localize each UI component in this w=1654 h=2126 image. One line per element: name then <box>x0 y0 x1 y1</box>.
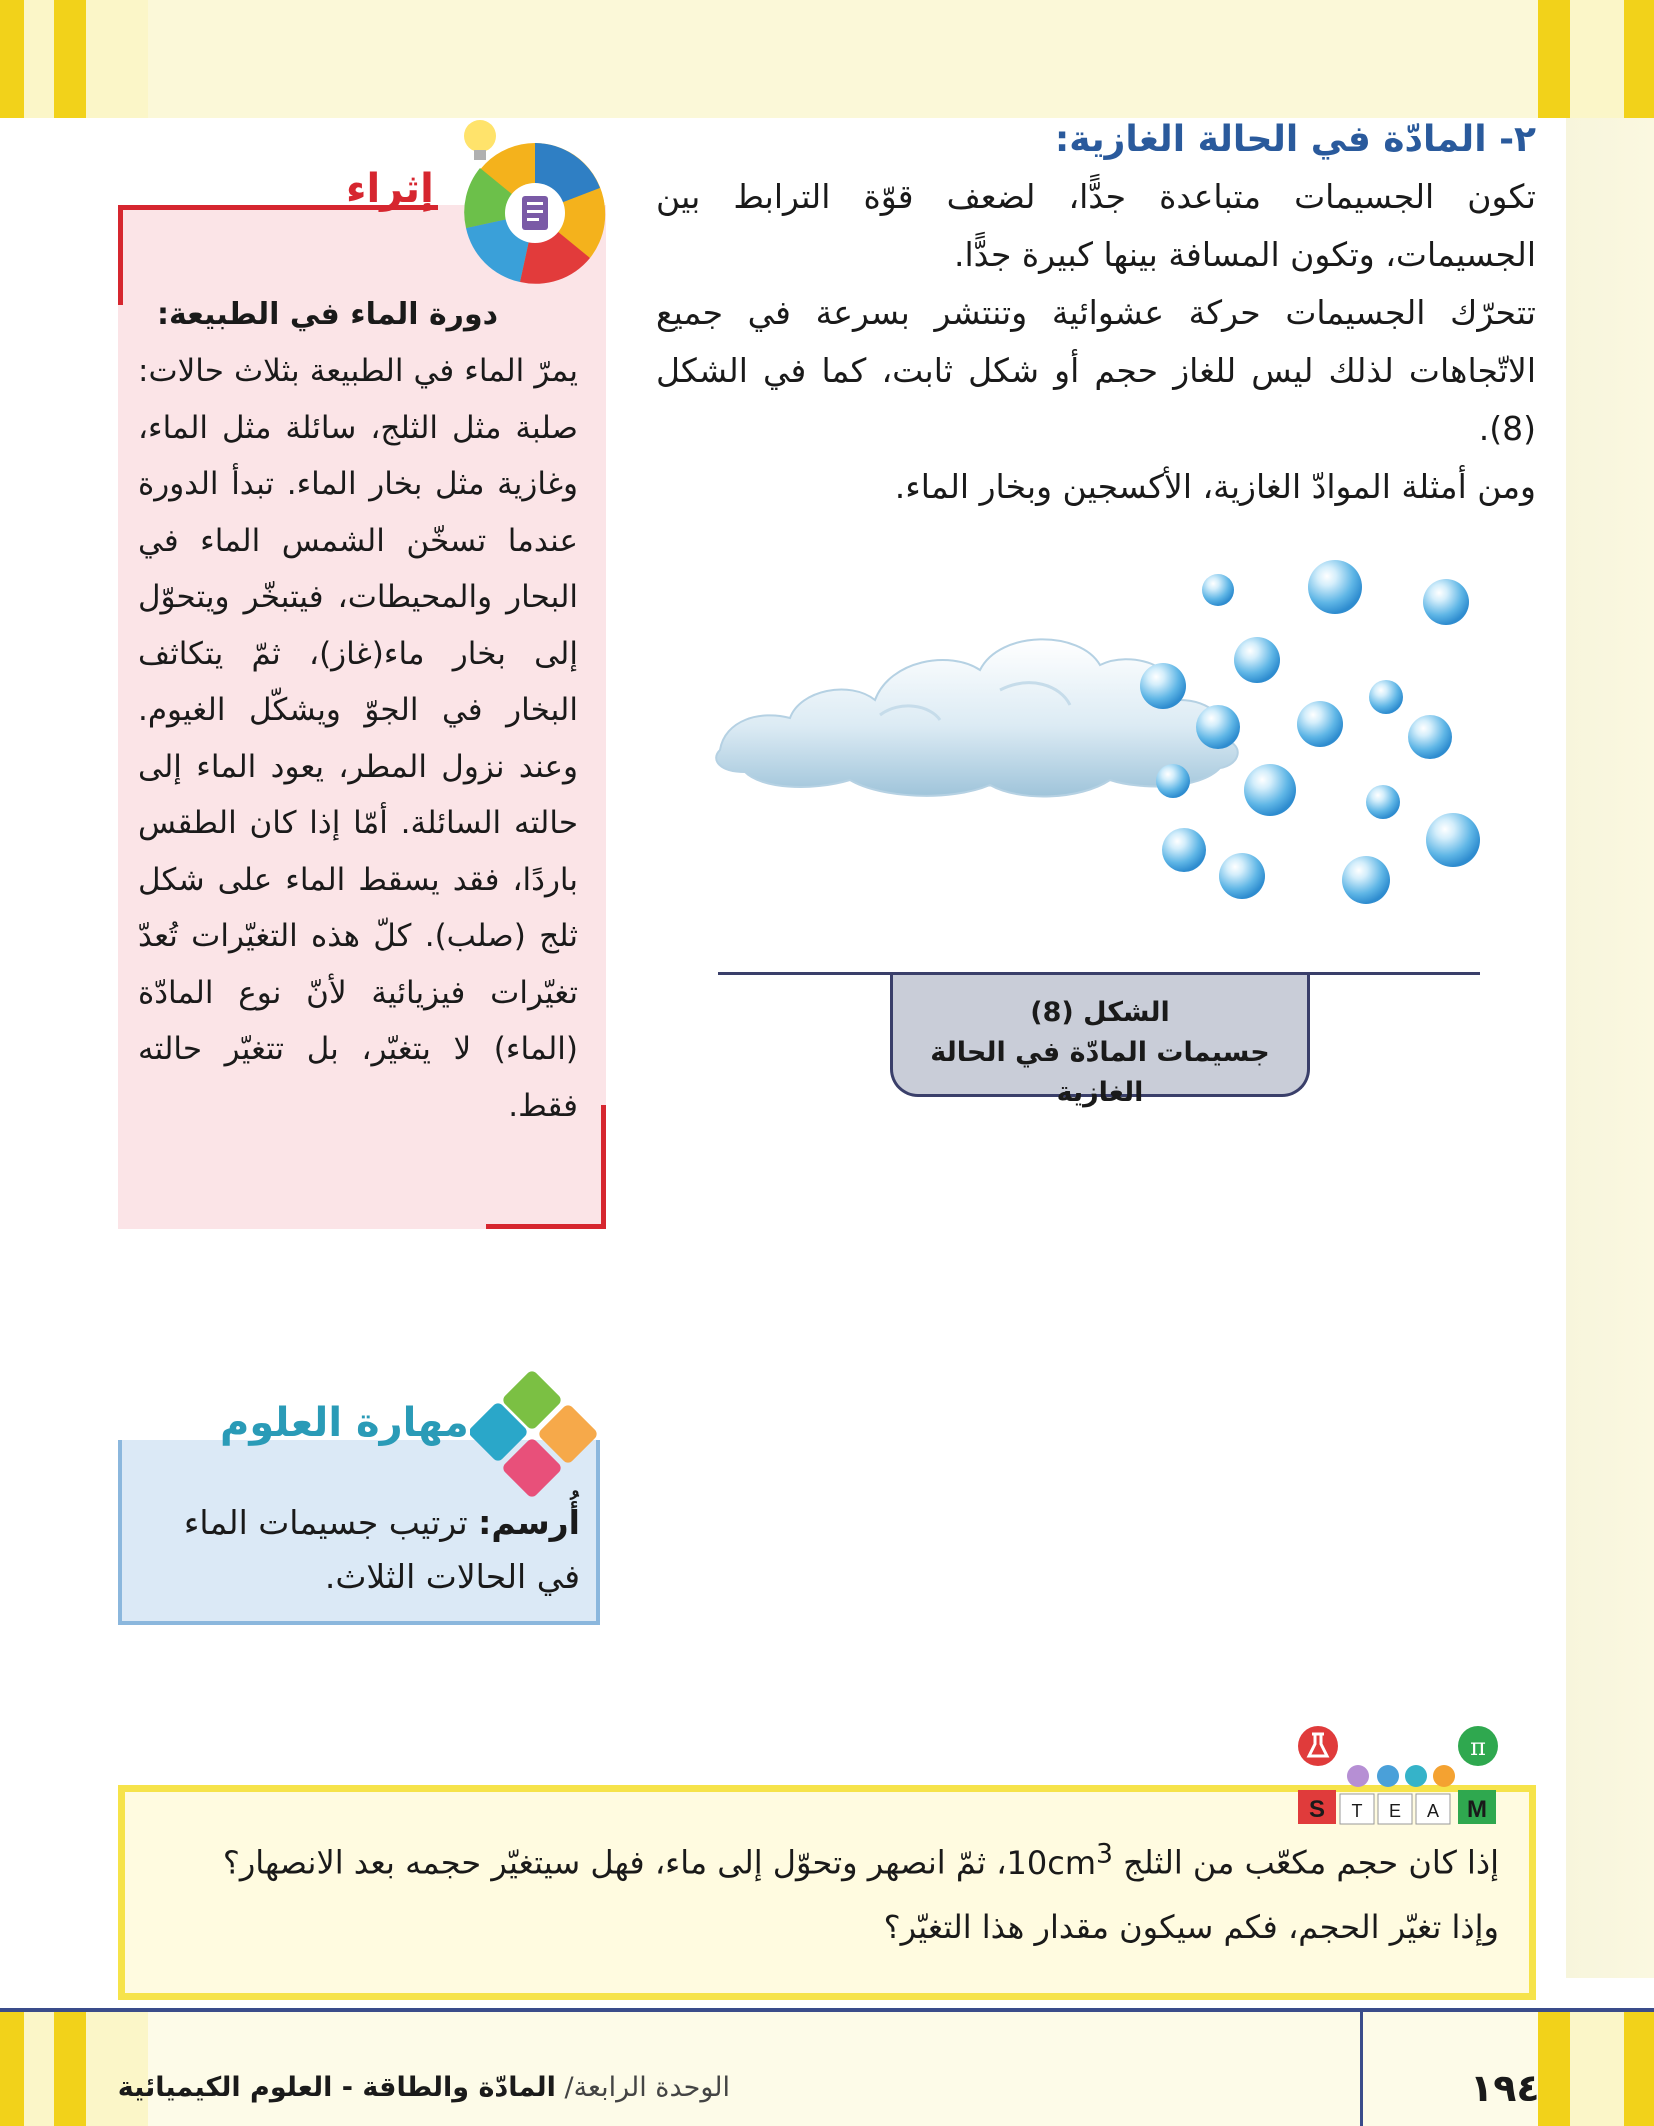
top-decorative-band <box>0 0 1654 118</box>
enrichment-frame <box>486 1224 606 1229</box>
figure-caption <box>890 975 1310 1108</box>
gas-particle <box>1426 813 1480 867</box>
steam-question-line-1: إذا كان حجم مكعّب من الثلج $10cm^3،$ ثمّ انصهر وتحوّل إلى ماء، فهل سيتغيّر حجمه بعد الانصهار؟ <box>222 1838 1499 1882</box>
enrichment-box <box>118 205 606 1229</box>
gas-particle <box>1234 637 1280 683</box>
enrichment-content <box>138 287 578 1134</box>
gas-particle <box>1244 764 1296 816</box>
steam-question <box>159 1822 1499 1959</box>
gas-particle <box>1408 715 1452 759</box>
enrichment-title: إثراء <box>346 166 434 212</box>
enrichment-frame <box>601 1105 606 1229</box>
gas-particle <box>1297 701 1343 747</box>
paragraph-particles-spacing: تكون الجسيمات متباعدة جدًّا، لضعف قوّة الترابط بين الجسيمات، وتكون المسافة بينها كبيرة جدًّا. <box>656 177 1536 274</box>
main-content <box>656 112 1536 516</box>
gas-particle <box>1202 574 1234 606</box>
gas-particle <box>1308 560 1362 614</box>
figure-label: الشكل (8) <box>1030 997 1170 1028</box>
steam-logo-icon <box>1288 1718 1508 1828</box>
right-margin-strip <box>1566 118 1654 1978</box>
steam-letter: M <box>1467 1796 1487 1823</box>
paragraph-gas-examples: ومن أمثلة الموادّ الغازية، الأكسجين وبخار الماء. <box>894 467 1536 506</box>
enrichment-wheel-icon <box>440 118 610 288</box>
gas-particle <box>1342 856 1390 904</box>
puzzle-icon <box>470 1370 620 1500</box>
gas-particle <box>1196 705 1240 749</box>
steam-question-line-2: وإذا تغيّر الحجم، فكم سيكون مقدار هذا التغيّر؟ <box>883 1907 1499 1946</box>
gas-particle <box>1219 853 1265 899</box>
gas-figure-illustration <box>700 540 1500 980</box>
footer <box>0 2012 1654 2126</box>
skill-verb: أُرسم: <box>478 1503 580 1542</box>
skill-instruction: ترتيب جسيمات الماء في الحالات الثلاث. <box>183 1503 580 1596</box>
svg-text:π: π <box>1470 1733 1486 1761</box>
figure-caption-text: جسيمات المادّة في الحالة الغازية <box>930 1037 1270 1108</box>
enrichment-text: يمرّ الماء في الطبيعة بثلاث حالات: صلبة مثل الثلج، سائلة مثل الماء، وغازية مثل بخار الماء. تبدأ الدورة عندما تسخّن الشمس الماء في البحار والمحيطات، فيتبخّر ويتحوّل إلى بخار ماء(غاز)، ثمّ يتكاثف البخار في الجوّ ويشكّل الغيوم. وعند نزول المطر، يعود الماء إلى حالته السائلة. أمّا إذا كان الطقس باردًا، فقد يسقط الماء على شكل ثلج (صلب). كلّ هذه التغيّرات تُعدّ تغيّرات فيزيائية لأنّ نوع المادّة (الماء) لا يتغيّر، بل تتغيّر حالته فقط. <box>138 353 578 1124</box>
footer-unit-title: الوحدة الرابعة/ المادّة والطاقة - العلوم الكيميائية <box>117 2072 730 2103</box>
gas-particle <box>1423 579 1469 625</box>
footer-divider <box>1360 2012 1363 2126</box>
enrichment-heading: دورة الماء في الطبيعة: <box>156 297 498 332</box>
gas-particle <box>1140 663 1186 709</box>
skill-title: مهارة العلوم <box>220 1400 469 1446</box>
steam-letter: A <box>1426 1801 1440 1821</box>
skill-text <box>140 1496 580 1604</box>
page-number: ١٩٤ <box>1470 2066 1540 2110</box>
section-title: ٢- المادّة في الحالة الغازية: <box>1054 119 1536 160</box>
gas-particle <box>1156 764 1190 798</box>
steam-letter: T <box>1351 1801 1363 1821</box>
gas-particle <box>1366 785 1400 819</box>
gas-particle <box>1162 828 1206 872</box>
cube-volume: $10cm^3$ <box>1006 1838 1113 1882</box>
figure-gas-particles <box>700 540 1500 1108</box>
steam-letter: E <box>1388 1801 1402 1821</box>
paragraph-particles-motion: تتحرّك الجسيمات حركة عشوائية وتنتشر بسرعة في جميع الاتّجاهات لذلك ليس للغاز حجم أو شكل ثابت، كما في الشكل (8). <box>656 293 1536 448</box>
steam-letter: S <box>1308 1796 1326 1823</box>
enrichment-frame <box>118 205 123 305</box>
gas-particle <box>1369 680 1403 714</box>
